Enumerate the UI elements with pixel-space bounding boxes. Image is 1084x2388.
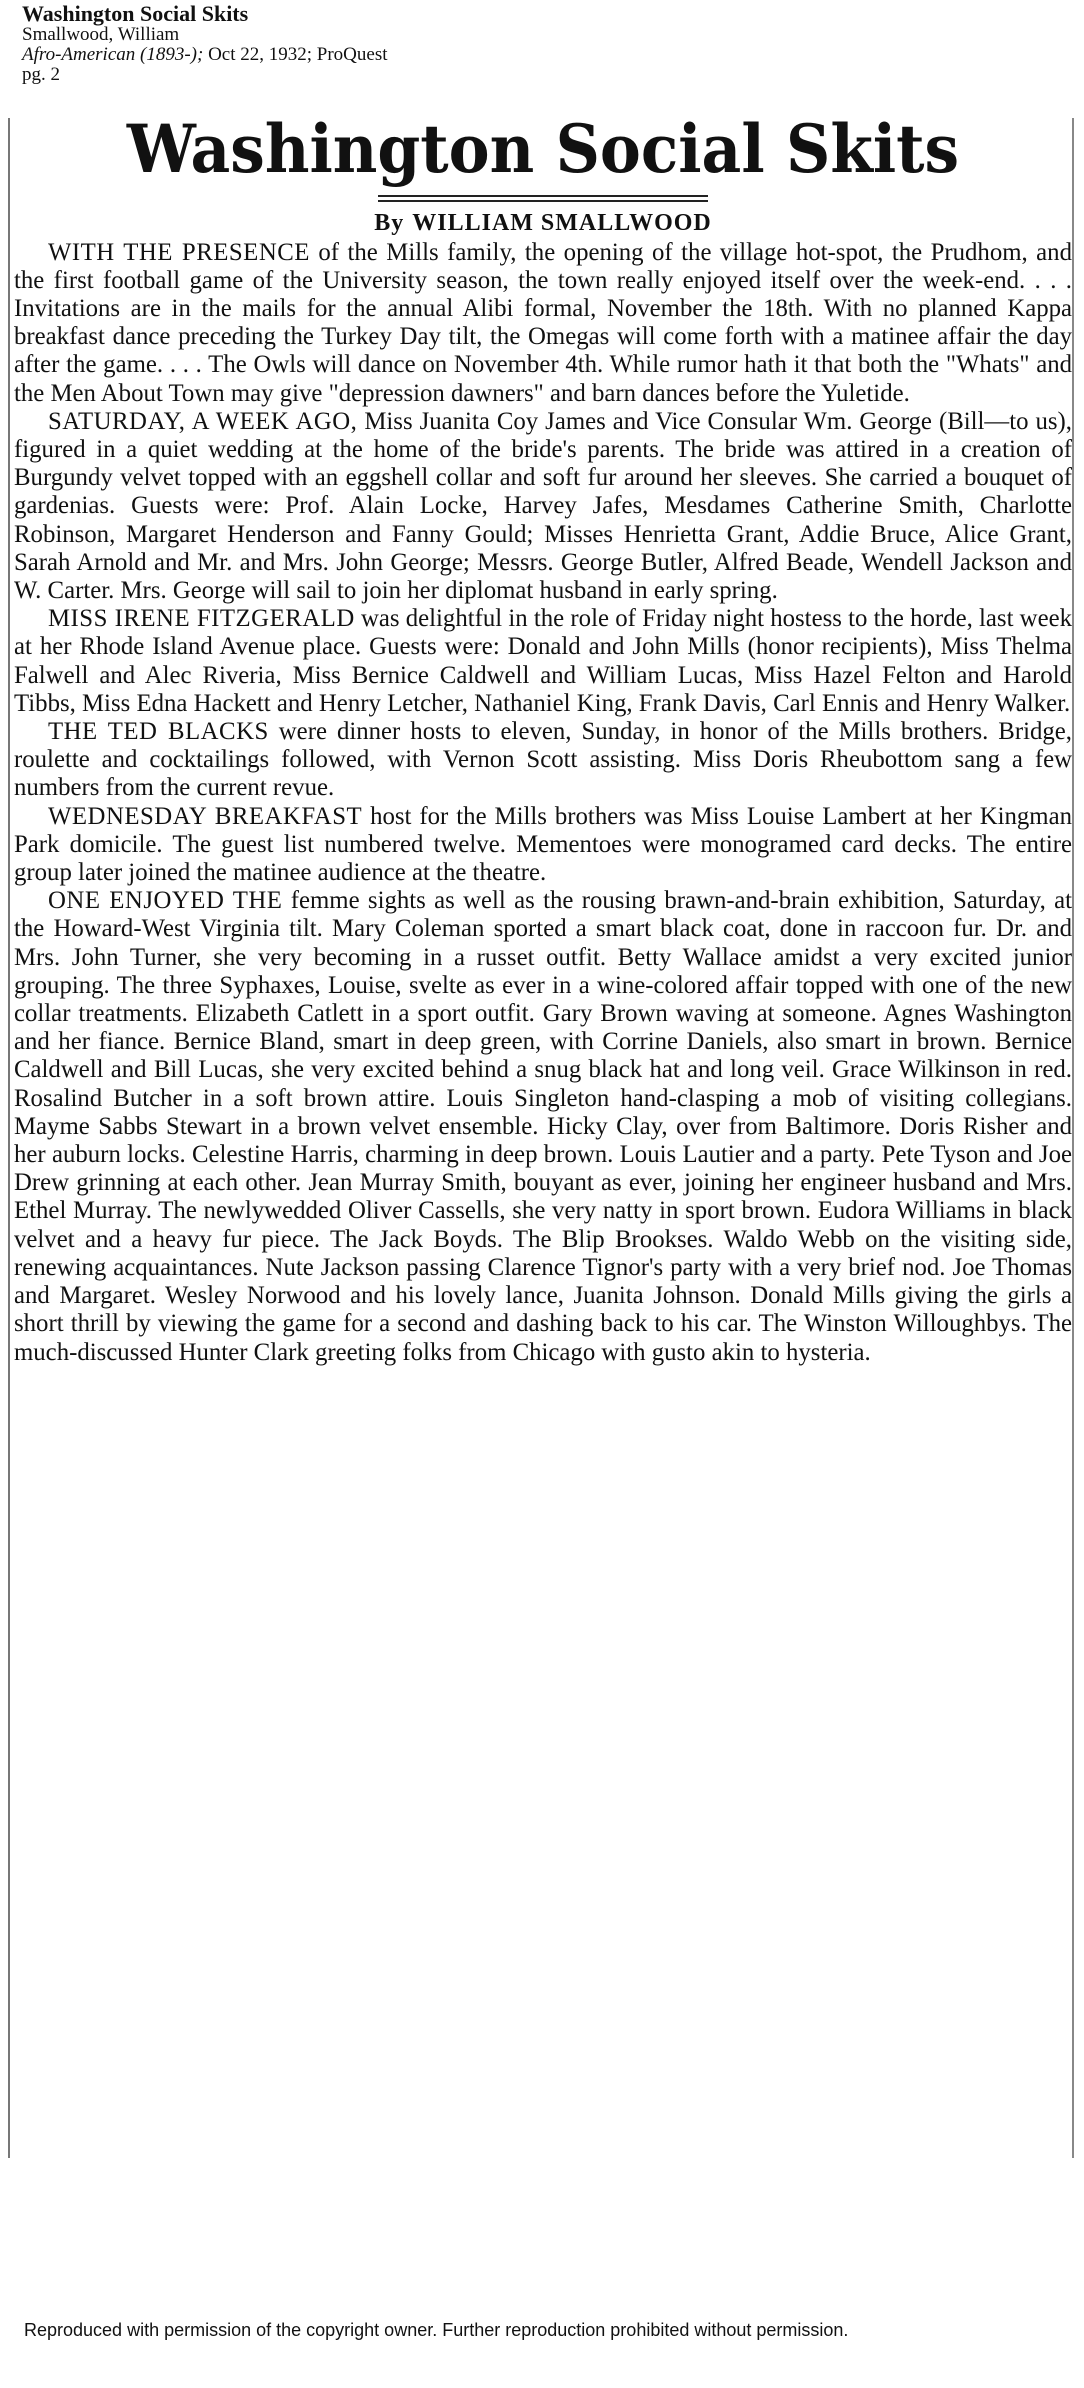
headline-divider (378, 195, 708, 202)
article-paragraph (14, 408, 1072, 605)
paragraph-lead: THE TED BLACKS (48, 718, 269, 746)
byline-name: WILLIAM SMALLWOOD (412, 210, 712, 237)
article-paragraph (14, 605, 1072, 718)
paragraph-lead: WITH THE PRESENCE (48, 238, 310, 266)
paragraph-lead: ONE ENJOYED THE (48, 887, 283, 915)
article-paragraph (14, 803, 1072, 888)
citation-page: pg. 2 (22, 63, 60, 85)
right-column-rule (1072, 118, 1074, 2158)
paragraph-lead: MISS IRENE FITZGERALD (48, 605, 355, 633)
citation-source (22, 45, 622, 65)
left-column-rule (8, 118, 10, 2158)
article-paragraph (14, 718, 1072, 803)
article (14, 110, 1072, 1367)
paragraph-text: femme sights as well as the rousing brawn-and-brain exhibition, Saturday, at the Howard-West Virginia tilt. Mary Coleman sported a smart black coat, done in raccoon fur. Dr. and Mrs. John Turner, she very becoming in a russet outfit. Betty Wallace amidst a very excited junior grouping. The three Syphaxes, Louise, svelte as ever in a wine-colored affair topped with one of the new collar treatments. Elizabeth Catlett in a sport outfit. Gary Brown waving at someone. Agnes Washington and her fiance. Bernice Bland, smart in deep green, with Corrine Daniels, also smart in brown. Bernice Caldwell and Bill Lucas, she very excited behind a snug black hat and long veil. Grace Wilkinson in red. Rosalind Butcher in a soft brown attire. Louis Singleton hand-clasping a mob of visiting collegians. Mayme Sabbs Stewart in a brown velvet ensemble. Hicky Clay, over from Baltimore. Doris Risher and her auburn locks. Celestine Harris, charming in deep brown. Louis Lautier and a party. Pete Tyson and Joe Drew grinning at each other. Jean Murray Smith, bouyant as ever, joining her engineer husband and Mrs. Ethel Murray. The newlywedded Oliver Cassells, she very natty in sport brown. Eudora Williams in black velvet and a heavy fur piece. The Jack Boyds. The Blip Brookses. Waldo Webb on the visiting side, renewing acquaintances. Nute Jackson passing Clarence Tignor's party with a very brief nod. Joe Thomas and Margaret. Wesley Norwood and his lovely lance, Juanita Johnson. Donald Mills giving the girls a short thrill by viewing the game for a second and dashing back to his car. The Winston Willoughbys. The much-discussed Hunter Clark greeting folks from Chicago with gusto akin to hysteria. (14, 887, 1072, 1366)
article-headline: Washington Social Skits (126, 110, 960, 188)
paragraph-text: Miss Juanita Coy James and Vice Consular Wm. George (Bill—to us), figured in a quiet wedding at the home of the bride's parents. The bride was attired in a creation of Burgundy velvet topped with an eggshell collar and soft fur around her sleeves. She carried a bouquet of gardenias. Guests were: Prof. Alain Locke, Harvey Jafes, Mesdames Catherine Smith, Charlotte Robinson, Margaret Henderson and Fanny Gould; Misses Henrietta Grant, Addie Bruce, Alice Grant, Sarah Arnold and Mr. and Mrs. John George; Messrs. George Butler, Alfred Beade, Wendell Jackson and W. Carter. Mrs. George will sail to join her diplomat husband in early spring. (14, 407, 1072, 605)
article-paragraph (14, 239, 1072, 408)
paragraph-text: were dinner hosts to eleven, Sunday, in honor of the Mills brothers. Bridge, roulette and cocktailings followed, with Vernon Scott assisting. Miss Doris Rheubottom sang a few numbers from the current revue. (14, 718, 1072, 802)
citation-date: Oct 22, 1932; ProQuest (208, 44, 388, 66)
paragraph-text: host for the Mills brothers was Miss Louise Lambert at her Kingman Park domicile. The guest list numbered twelve. Mementoes were monogramed card decks. The entire group later joined the matinee audience at the theatre. (14, 802, 1072, 887)
copyright-notice: Reproduced with permission of the copyright owner. Further reproduction prohibited without permission. (24, 2320, 849, 2340)
paragraph-lead: WEDNESDAY BREAKFAST (48, 802, 363, 830)
citation-title: Washington Social Skits (22, 1, 249, 26)
paragraph-text: of the Mills family, the opening of the village hot-spot, the Prudhom, and the first football game of the University season, the town really enjoyed itself over the week-end. . . . Invitations are in the mails for the annual Alibi formal, November the 18th. With no planned Kappa breakfast dance preceding the Turkey Day tilt, the Omegas will come forth with a matinee affair the day after the game. . . . The Owls will dance on November 4th. While rumor hath it that both the "Whats" and the Men About Town may give "depression dawners" and barn dances before the Yuletide. (14, 238, 1072, 407)
citation-author: Smallwood, William (22, 24, 180, 46)
citation-header (22, 2, 622, 85)
byline-prefix: By (374, 210, 405, 237)
citation-publication: Afro-American (1893-); (22, 44, 204, 66)
article-byline (14, 210, 1072, 236)
paragraph-lead: SATURDAY, A WEEK AGO, (48, 407, 358, 435)
article-paragraph (14, 887, 1072, 1366)
article-body (14, 239, 1072, 1367)
paragraph-text: was delightful in the role of Friday night hostess to the horde, last week at her Rhode Island Avenue place. Guests were: Donald and John Mills (honor recipients), Miss Thelma Falwell and Alec Riveria, Miss Bernice Caldwell and William Lucas, Miss Hazel Felton and Harold Tibbs, Miss Edna Hackett and Henry Letcher, Nathaniel King, Frank Davis, Carl Ennis and Henry Walker. (14, 605, 1072, 717)
